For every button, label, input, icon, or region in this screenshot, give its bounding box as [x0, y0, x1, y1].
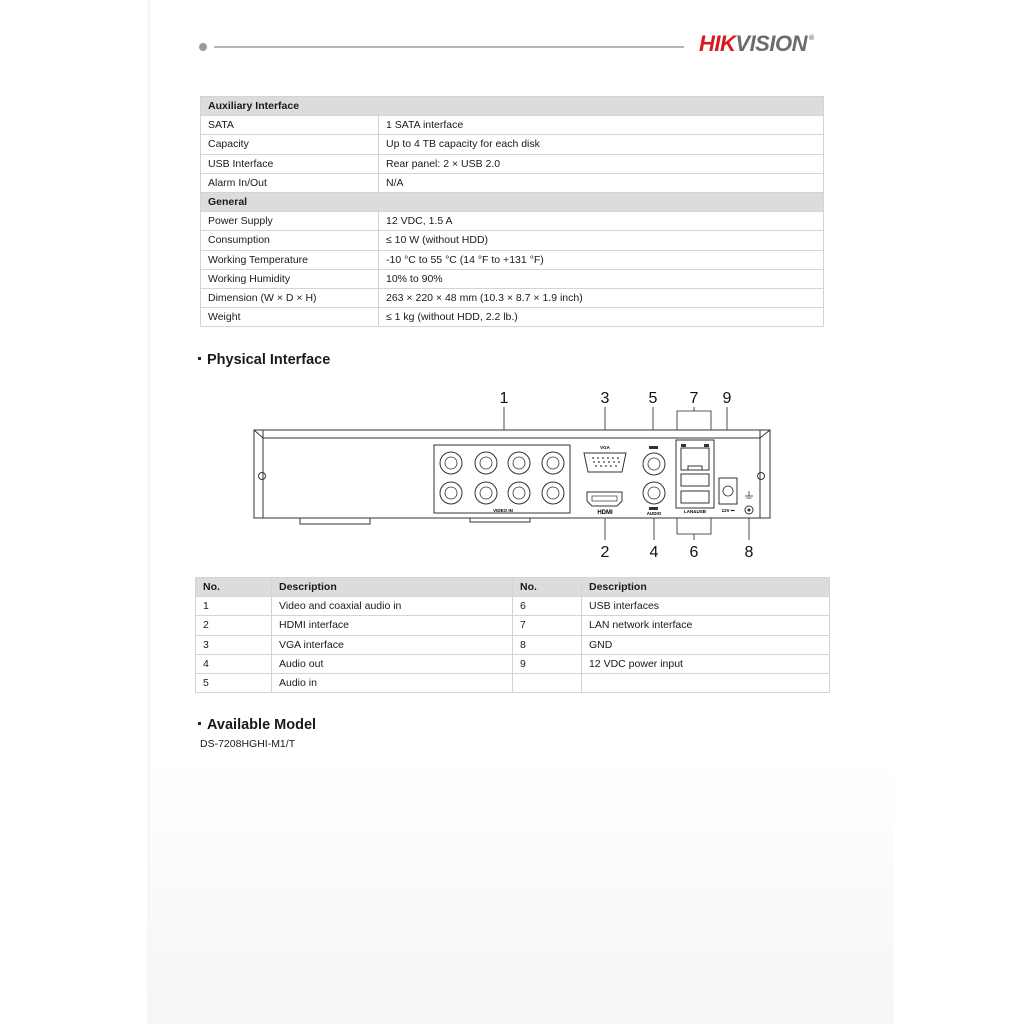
spec-key: SATA [201, 116, 379, 135]
bnc-connector-icon [508, 452, 530, 474]
callout-5: 5 [648, 390, 658, 407]
spec-key: USB Interface [201, 154, 379, 173]
table-cell: Audio out [272, 654, 513, 673]
usb-port-icon [681, 474, 709, 486]
table-cell: 8 [513, 635, 582, 654]
column-header: Description [582, 578, 830, 597]
table-cell: 12 VDC power input [582, 654, 830, 673]
spec-value: 263 × 220 × 48 mm (10.3 × 8.7 × 1.9 inch) [379, 288, 824, 307]
rear-panel-diagram [240, 380, 780, 570]
callout-6: 6 [689, 544, 699, 561]
bullet [198, 357, 201, 360]
usb-port-icon [681, 491, 709, 503]
spec-key: Working Temperature [201, 250, 379, 269]
table-cell: 1 [196, 597, 272, 616]
table-cell [582, 673, 830, 692]
page-shadow [150, 760, 894, 1024]
table-cell: 7 [513, 616, 582, 635]
interface-table [195, 577, 830, 693]
audio-in-jack-icon [643, 453, 665, 475]
spec-value: 10% to 90% [379, 269, 824, 288]
spec-value: 1 SATA interface [379, 116, 824, 135]
spec-value: Up to 4 TB capacity for each disk [379, 135, 824, 154]
table-cell: Audio in [272, 673, 513, 692]
column-header: Description [272, 578, 513, 597]
spec-value: ≤ 10 W (without HDD) [379, 231, 824, 250]
table-row [201, 231, 824, 250]
bnc-connector-icon [440, 482, 462, 504]
bnc-connector-icon [542, 452, 564, 474]
spec-key: Alarm In/Out [201, 173, 379, 192]
page-shadow [0, 0, 150, 1024]
table-cell: VGA interface [272, 635, 513, 654]
callout-8: 8 [744, 544, 754, 561]
lan-usb-label: LAN&USB [684, 509, 706, 514]
spec-key: Weight [201, 308, 379, 327]
vga-label: VGA [600, 445, 610, 450]
table-row [196, 673, 830, 692]
table-cell: 5 [196, 673, 272, 692]
column-header: No. [196, 578, 272, 597]
spec-key: Working Humidity [201, 269, 379, 288]
spec-value: -10 °C to 55 °C (14 °F to +131 °F) [379, 250, 824, 269]
model-number: DS-7208HGHI-M1/T [200, 738, 296, 750]
table-cell: LAN network interface [582, 616, 830, 635]
table-cell: USB interfaces [582, 597, 830, 616]
table-row [201, 308, 824, 327]
table-cell: 9 [513, 654, 582, 673]
spec-value: Rear panel: 2 × USB 2.0 [379, 154, 824, 173]
callout-2: 2 [600, 544, 610, 561]
table-cell: Video and coaxial audio in [272, 597, 513, 616]
spec-key: Capacity [201, 135, 379, 154]
bnc-connector-icon [475, 452, 497, 474]
available-model-heading: Available Model [198, 717, 316, 733]
header-rule [214, 46, 684, 48]
header-dot [199, 43, 207, 51]
table-row [201, 154, 824, 173]
spec-key: Power Supply [201, 212, 379, 231]
column-header: No. [513, 578, 582, 597]
table-cell: 3 [196, 635, 272, 654]
bnc-connector-icon [440, 452, 462, 474]
table-row [201, 250, 824, 269]
section-header: General [201, 192, 824, 211]
power-port-icon [719, 478, 737, 504]
spec-value: 12 VDC, 1.5 A [379, 212, 824, 231]
table-row [201, 173, 824, 192]
table-row [201, 288, 824, 307]
audio-label: AUDIO [646, 511, 662, 516]
table-cell: HDMI interface [272, 616, 513, 635]
table-cell [513, 673, 582, 692]
video-in-label: VIDEO IN [493, 508, 513, 513]
chassis-foot [470, 518, 530, 522]
spec-table [200, 96, 824, 327]
callout-4: 4 [649, 544, 659, 561]
bnc-connector-icon [508, 482, 530, 504]
table-cell: 6 [513, 597, 582, 616]
spec-key: Dimension (W × D × H) [201, 288, 379, 307]
lan-port-icon [681, 448, 709, 470]
table-row [201, 135, 824, 154]
table-row [196, 635, 830, 654]
power-label: 12V ⎓ [721, 508, 735, 513]
callout-9: 9 [722, 390, 732, 407]
bnc-connector-icon [542, 482, 564, 504]
table-row [196, 597, 830, 616]
spec-key: Consumption [201, 231, 379, 250]
hdmi-label: HDMI [597, 510, 613, 516]
callout-7: 7 [689, 390, 699, 407]
table-row [201, 212, 824, 231]
table-row [196, 654, 830, 673]
table-row [201, 116, 824, 135]
bullet [198, 722, 201, 725]
callout-1: 1 [499, 390, 509, 407]
hikvision-logo: HIKVISION ® [699, 31, 814, 56]
callout-3: 3 [600, 390, 610, 407]
table-row [201, 269, 824, 288]
audio-out-jack-icon [643, 482, 665, 504]
table-cell: 2 [196, 616, 272, 635]
spec-value: N/A [379, 173, 824, 192]
table-cell: GND [582, 635, 830, 654]
chassis-foot [300, 518, 370, 524]
spec-value: ≤ 1 kg (without HDD, 2.2 lb.) [379, 308, 824, 327]
table-cell: 4 [196, 654, 272, 673]
section-header: Auxiliary Interface [201, 97, 824, 116]
table-row [196, 616, 830, 635]
bnc-connector-icon [475, 482, 497, 504]
physical-interface-heading: Physical Interface [198, 352, 330, 368]
